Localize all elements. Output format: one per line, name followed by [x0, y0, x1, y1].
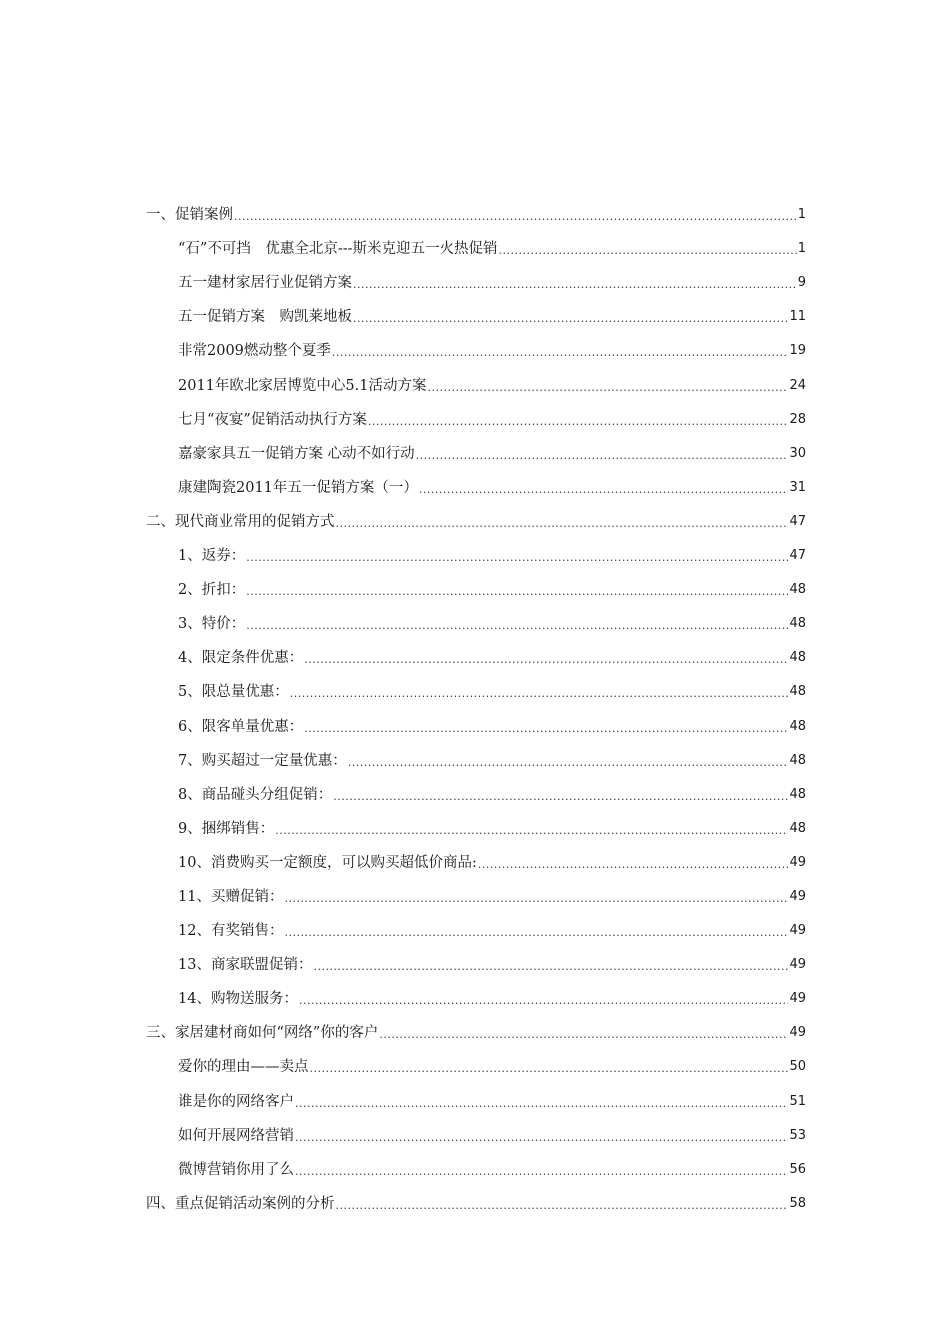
toc-leader-dots [299, 982, 789, 1016]
toc-entry-page-number: 48 [789, 820, 806, 836]
toc-entry[interactable] [146, 471, 806, 505]
toc-leader-dots [234, 198, 797, 232]
toc-entry-title: 谁是你的网络客户 [178, 1093, 294, 1110]
toc-entry[interactable] [146, 198, 806, 232]
toc-entry[interactable] [146, 846, 806, 880]
toc-entry[interactable] [146, 1153, 806, 1187]
toc-leader-dots [295, 1119, 788, 1153]
toc-entry-title: 5、限总量优惠： [178, 684, 289, 701]
toc-leader-dots [295, 1085, 788, 1119]
toc-entry[interactable] [146, 1187, 806, 1221]
toc-entry[interactable] [146, 1119, 806, 1153]
toc-entry-page-number: 1 [797, 207, 806, 223]
toc-entry[interactable] [146, 437, 806, 471]
toc-entry-page-number: 9 [797, 275, 806, 291]
toc-entry-title: 6、限客单量优惠： [178, 718, 304, 735]
toc-leader-dots [333, 778, 788, 812]
toc-entry-title: 四、重点促销活动案例的分析 [146, 1195, 335, 1212]
toc-entry[interactable] [146, 334, 806, 368]
toc-entry-page-number: 19 [789, 343, 806, 359]
toc-leader-dots [379, 1016, 788, 1050]
toc-entry-title: 非常2009燃动整个夏季 [178, 343, 331, 360]
toc-entry-title: 9、捆绑销售： [178, 820, 275, 837]
toc-entry-page-number: 24 [789, 377, 806, 393]
toc-entry-title: 五一建材家居行业促销方案 [178, 275, 352, 292]
toc-entry-title: 如何开展网络营销 [178, 1127, 294, 1144]
toc-entry-page-number: 48 [789, 718, 806, 734]
toc-leader-dots [313, 948, 788, 982]
toc-entry[interactable] [146, 1084, 806, 1118]
toc-entry-title: 4、限定条件优惠： [178, 650, 304, 667]
toc-entry-page-number: 49 [789, 1025, 806, 1041]
toc-entry-page-number: 49 [789, 957, 806, 973]
toc-entry[interactable] [146, 505, 806, 539]
toc-leader-dots [353, 266, 797, 300]
toc-leader-dots [284, 880, 788, 914]
toc-leader-dots [336, 1187, 789, 1221]
toc-entry-title: 14、购物送服务： [178, 991, 298, 1008]
toc-entry-title: 爱你的理由——卖点 [178, 1059, 309, 1076]
toc-entry-title: 嘉豪家具五一促销方案 心动不如行动 [178, 445, 415, 462]
toc-entry-title: 2011年欧北家居博览中心5.1活动方案 [178, 377, 427, 394]
toc-entry-page-number: 47 [789, 548, 806, 564]
toc-leader-dots [353, 300, 788, 334]
toc-entry-title: 12、有奖销售： [178, 923, 284, 940]
toc-leader-dots [246, 573, 788, 607]
toc-entry[interactable] [146, 300, 806, 334]
toc-entry[interactable] [146, 880, 806, 914]
toc-entry-title: 二、现代商业常用的促销方式 [146, 513, 335, 530]
toc-entry-title: 微博营销你用了么 [178, 1161, 294, 1178]
toc-entry-title: 11、买赠促销： [178, 888, 284, 905]
toc-leader-dots [348, 744, 789, 778]
toc-entry[interactable] [146, 778, 806, 812]
toc-entry-page-number: 28 [789, 411, 806, 427]
toc-entry-title: 七月“夜宴”促销活动执行方案 [178, 411, 367, 428]
toc-leader-dots [336, 505, 789, 539]
toc-entry-page-number: 50 [789, 1059, 806, 1075]
toc-entry[interactable] [146, 982, 806, 1016]
toc-entry-title: 1、返券： [178, 548, 246, 565]
toc-entry-page-number: 48 [789, 786, 806, 802]
toc-leader-dots [310, 1050, 789, 1084]
toc-entry-title: 康建陶瓷2011年五一促销方案（一） [178, 479, 418, 496]
toc-leader-dots [284, 914, 788, 948]
toc-entry-title: 三、家居建材商如何“网络”你的客户 [146, 1025, 379, 1042]
toc-leader-dots [295, 1153, 788, 1187]
toc-entry-title: “石”不可挡 优惠全北京---斯米克迎五一火热促销 [178, 241, 498, 258]
toc-entry[interactable] [146, 573, 806, 607]
toc-entry[interactable] [146, 607, 806, 641]
toc-leader-dots [499, 232, 797, 266]
toc-entry[interactable] [146, 709, 806, 743]
toc-entry-page-number: 30 [789, 445, 806, 461]
toc-entry-page-number: 58 [789, 1195, 806, 1211]
toc-entry[interactable] [146, 1050, 806, 1084]
toc-entry-page-number: 48 [789, 616, 806, 632]
toc-leader-dots [304, 710, 788, 744]
toc-entry-page-number: 53 [789, 1127, 806, 1143]
toc-entry-page-number: 48 [789, 650, 806, 666]
toc-leader-dots [332, 334, 789, 368]
toc-entry-title: 五一促销方案 购凯莱地板 [178, 309, 352, 326]
toc-entry-page-number: 49 [789, 854, 806, 870]
toc-entry-title: 13、商家联盟促销： [178, 957, 313, 974]
toc-entry[interactable] [146, 368, 806, 402]
toc-entry-title: 3、特价： [178, 616, 246, 633]
toc-leader-dots [419, 471, 789, 505]
toc-entry-title: 10、消费购买一定额度，可以购买超低价商品: [178, 854, 477, 871]
toc-entry[interactable] [146, 914, 806, 948]
toc-entry[interactable] [146, 403, 806, 437]
toc-entry-page-number: 48 [789, 752, 806, 768]
toc-entry[interactable] [146, 948, 806, 982]
toc-entry-page-number: 11 [789, 309, 806, 325]
toc-entry[interactable] [146, 266, 806, 300]
toc-leader-dots [246, 539, 788, 573]
toc-entry[interactable] [146, 1016, 806, 1050]
toc-entry-title: 7、购买超过一定量优惠： [178, 752, 347, 769]
toc-leader-dots [290, 675, 789, 709]
toc-entry-page-number: 49 [789, 888, 806, 904]
toc-entry[interactable] [146, 232, 806, 266]
toc-entry[interactable] [146, 641, 806, 675]
toc-leader-dots [478, 846, 789, 880]
toc-entry-page-number: 51 [789, 1093, 806, 1109]
toc-entry-page-number: 49 [789, 991, 806, 1007]
toc-entry-page-number: 31 [789, 479, 806, 495]
toc-entry[interactable] [146, 812, 806, 846]
toc-entry[interactable] [146, 539, 806, 573]
toc-entry-title: 8、商品碰头分组促销： [178, 786, 333, 803]
toc-leader-dots [416, 437, 789, 471]
table-of-contents [146, 198, 806, 1221]
toc-leader-dots [275, 812, 788, 846]
toc-entry-title: 2、折扣： [178, 582, 246, 599]
toc-entry-page-number: 49 [789, 923, 806, 939]
toc-entry-page-number: 48 [789, 684, 806, 700]
toc-entry[interactable] [146, 675, 806, 709]
toc-leader-dots [368, 403, 789, 437]
toc-entry-page-number: 56 [789, 1161, 806, 1177]
toc-leader-dots [246, 607, 788, 641]
toc-entry-page-number: 1 [797, 241, 806, 257]
toc-entry-page-number: 47 [789, 513, 806, 529]
toc-entry[interactable] [146, 744, 806, 778]
toc-entry-page-number: 48 [789, 582, 806, 598]
toc-leader-dots [304, 641, 788, 675]
toc-entry-title: 一、促销案例 [146, 207, 233, 224]
toc-leader-dots [427, 369, 788, 403]
